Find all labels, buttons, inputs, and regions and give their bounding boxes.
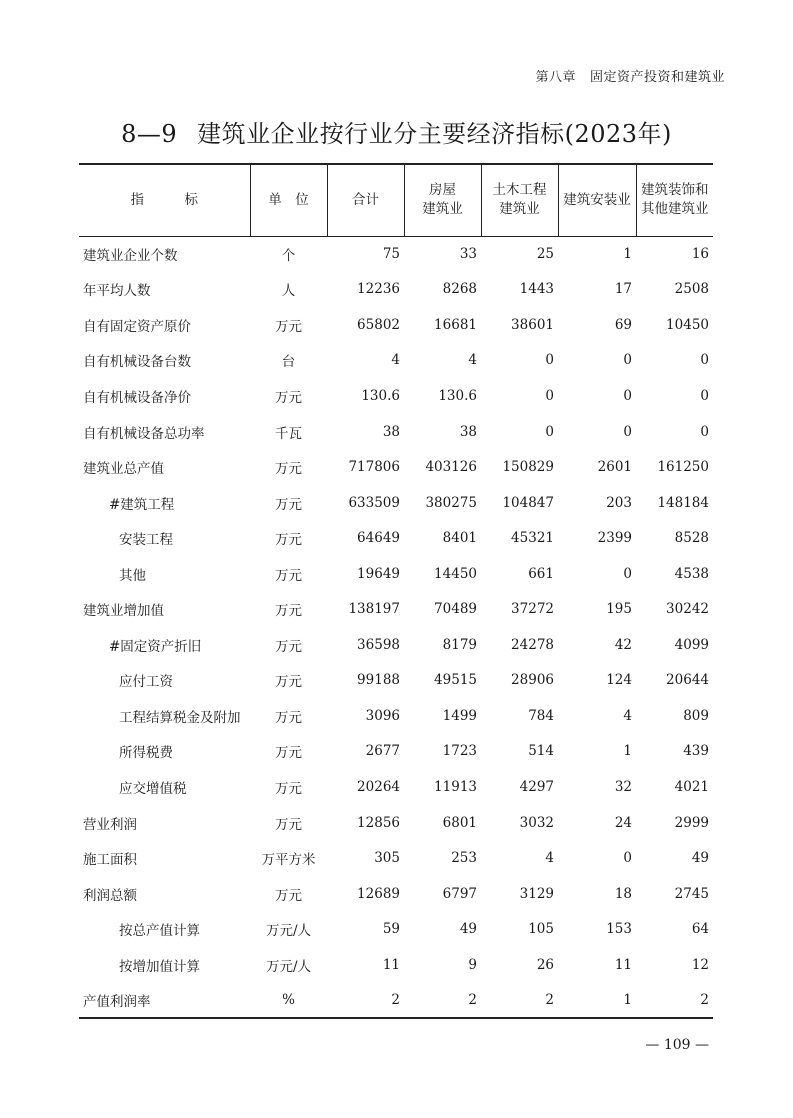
decor-value: 2: [700, 991, 709, 1008]
decor-value: 49: [691, 850, 709, 867]
install-value: 1: [623, 246, 632, 263]
civil-value: 45321: [511, 530, 554, 547]
total-value: 99188: [357, 672, 400, 689]
indicator-name: 施工面积: [83, 852, 137, 869]
indicator-name: 应交增值税: [119, 780, 187, 797]
decor-value: 148184: [657, 494, 709, 511]
table-row: [79, 556, 713, 592]
section-label: 固定资产投资和建筑业: [589, 70, 725, 85]
indicator-name: 建筑业总产值: [83, 461, 164, 478]
header-unit: 单 位: [250, 164, 327, 236]
header-total: 合计: [327, 164, 404, 236]
header-decor-line2: 其他建筑业: [641, 201, 709, 218]
unit-cell: 万元: [275, 638, 302, 655]
housing-value: 6797: [442, 885, 477, 902]
install-value: 153: [606, 921, 632, 938]
total-value: 59: [382, 921, 400, 938]
indicator-name: 其他: [119, 567, 146, 584]
table-row: [79, 911, 713, 947]
install-value: 0: [623, 352, 632, 369]
unit-cell: 万元: [275, 745, 302, 762]
civil-value: 104847: [502, 494, 554, 511]
indicator-name: 按增加值计算: [119, 958, 200, 975]
table-row: [79, 627, 713, 663]
unit-cell: 万元: [275, 780, 302, 797]
total-value: 2: [391, 991, 400, 1008]
decor-value: 0: [700, 387, 709, 404]
total-value: 633509: [348, 494, 400, 511]
decor-value: 8528: [674, 530, 709, 547]
table-body: [79, 236, 713, 1018]
housing-value: 1723: [442, 743, 477, 760]
header-civil-line2: 建筑业: [499, 201, 540, 218]
housing-value: 130.6: [438, 387, 477, 404]
housing-value: 70489: [434, 601, 477, 618]
indicator-name: 建筑业企业个数: [83, 248, 178, 265]
civil-value: 3032: [519, 814, 554, 831]
civil-value: 514: [528, 743, 554, 760]
civil-value: 28906: [511, 672, 554, 689]
housing-value: 380275: [425, 494, 477, 511]
unit-cell: 个: [281, 248, 296, 265]
civil-value: 0: [545, 387, 554, 404]
unit-cell: 万元: [275, 461, 302, 478]
table-row: [79, 840, 713, 876]
install-value: 0: [623, 850, 632, 867]
table-title-text: 建筑业企业按行业分主要经济指标(2023年): [197, 120, 672, 148]
total-value: 64649: [357, 530, 400, 547]
indicator-name: 自有机械设备总功率: [83, 425, 205, 442]
decor-value: 16: [691, 246, 709, 263]
total-value: 130.6: [361, 387, 400, 404]
unit-cell: 人: [281, 283, 296, 300]
install-value: 24: [614, 814, 632, 831]
header-civil-line1: 土木工程: [492, 182, 547, 199]
decor-value: 0: [700, 423, 709, 440]
decor-value: 4538: [674, 565, 709, 582]
civil-value: 0: [545, 423, 554, 440]
total-value: 717806: [348, 459, 400, 476]
indicator-name: 自有机械设备台数: [83, 354, 191, 371]
indicator-name: 工程结算税金及附加: [119, 709, 241, 726]
table-row: [79, 343, 713, 379]
table-row: [79, 520, 713, 556]
install-value: 17: [614, 281, 632, 298]
decor-value: 30242: [666, 601, 709, 618]
unit-cell: 万元/人: [265, 923, 312, 940]
table-row: [79, 734, 713, 770]
table-row: [79, 449, 713, 485]
civil-value: 2: [545, 991, 554, 1008]
housing-value: 2: [468, 991, 477, 1008]
header-housing-line1: 房屋: [429, 182, 456, 199]
decor-value: 10450: [666, 316, 709, 333]
housing-value: 8401: [442, 530, 477, 547]
civil-value: 4297: [519, 778, 554, 795]
table-row: [79, 414, 713, 450]
decor-value: 809: [683, 707, 709, 724]
indicator-name: 建筑业增加值: [83, 603, 164, 620]
civil-value: 3129: [519, 885, 554, 902]
install-value: 203: [606, 494, 632, 511]
table-row: [79, 591, 713, 627]
install-value: 0: [623, 387, 632, 404]
unit-cell: 万平方米: [261, 852, 316, 869]
total-value: 36598: [357, 636, 400, 653]
header-indicator: 指 标: [79, 164, 250, 236]
civil-value: 784: [528, 707, 554, 724]
civil-value: 25: [536, 246, 554, 263]
housing-value: 14450: [434, 565, 477, 582]
total-value: 11: [382, 956, 400, 973]
civil-value: 0: [545, 352, 554, 369]
indicator-name: #固定资产折旧: [109, 638, 202, 655]
civil-value: 661: [528, 565, 554, 582]
table-row: [79, 663, 713, 699]
housing-value: 1499: [442, 707, 477, 724]
indicator-name: 年平均人数: [83, 283, 151, 300]
housing-value: 49: [459, 921, 477, 938]
page-number: — 109 —: [645, 1037, 709, 1053]
total-value: 4: [391, 352, 400, 369]
table-row: [79, 947, 713, 983]
install-value: 32: [614, 778, 632, 795]
decor-value: 0: [700, 352, 709, 369]
install-value: 0: [623, 565, 632, 582]
indicator-name: 安装工程: [119, 532, 173, 549]
housing-value: 49515: [434, 672, 477, 689]
decor-value: 439: [683, 743, 709, 760]
civil-value: 38601: [511, 316, 554, 333]
total-value: 19649: [357, 565, 400, 582]
header-decor: [636, 164, 713, 236]
install-value: 2399: [597, 530, 632, 547]
total-value: 38: [382, 423, 400, 440]
total-value: 65802: [357, 316, 400, 333]
table-row: [79, 876, 713, 912]
install-value: 18: [614, 885, 632, 902]
indicator-name: 按总产值计算: [119, 923, 200, 940]
install-value: 11: [614, 956, 632, 973]
housing-value: 6801: [442, 814, 477, 831]
civil-value: 150829: [502, 459, 554, 476]
unit-cell: %: [282, 991, 295, 1008]
install-value: 124: [606, 672, 632, 689]
table-row: [79, 982, 713, 1018]
civil-value: 37272: [511, 601, 554, 618]
unit-cell: 万元: [275, 887, 302, 904]
total-value: 75: [382, 246, 400, 263]
unit-cell: 万元: [275, 816, 302, 833]
indicators-table: [79, 163, 713, 1019]
civil-value: 24278: [511, 636, 554, 653]
table-number: 8—9: [121, 120, 178, 148]
housing-value: 8268: [442, 281, 477, 298]
table-row: [79, 236, 713, 272]
housing-value: 16681: [434, 316, 477, 333]
total-value: 3096: [365, 707, 400, 724]
housing-value: 8179: [442, 636, 477, 653]
housing-value: 9: [468, 956, 477, 973]
decor-value: 2508: [674, 281, 709, 298]
total-value: 138197: [348, 601, 400, 618]
install-value: 2601: [597, 459, 632, 476]
decor-value: 20644: [666, 672, 709, 689]
unit-cell: 万元: [275, 567, 302, 584]
header-housing-line2: 建筑业: [422, 201, 463, 218]
decor-value: 2999: [674, 814, 709, 831]
indicator-name: 利润总额: [83, 887, 137, 904]
unit-cell: 万元/人: [265, 958, 312, 975]
indicator-name: #建筑工程: [109, 496, 175, 513]
chapter-label: 第八章: [535, 70, 576, 85]
decor-value: 4099: [674, 636, 709, 653]
unit-cell: 万元: [275, 389, 302, 406]
indicator-name: 应付工资: [119, 674, 173, 691]
table-row: [79, 698, 713, 734]
table-row: [79, 769, 713, 805]
decor-value: 64: [691, 921, 709, 938]
decor-value: 4021: [674, 778, 709, 795]
table-row: [79, 307, 713, 343]
decor-value: 12: [691, 956, 709, 973]
install-value: 1: [623, 991, 632, 1008]
header-housing: [404, 164, 481, 236]
civil-value: 26: [536, 956, 554, 973]
table-header: [79, 164, 713, 236]
table-row: [79, 378, 713, 414]
indicator-name: 自有机械设备净价: [83, 389, 191, 406]
housing-value: 11913: [434, 778, 477, 795]
table-title: [0, 114, 793, 149]
header-civil: [481, 164, 558, 236]
indicator-name: 营业利润: [83, 816, 137, 833]
install-value: 42: [614, 636, 632, 653]
unit-cell: 台: [281, 354, 296, 371]
unit-cell: 万元: [275, 318, 302, 335]
header-decor-line1: 建筑装饰和: [641, 182, 709, 199]
indicator-name: 自有固定资产原价: [83, 318, 191, 335]
indicator-name: 所得税费: [119, 745, 173, 762]
civil-value: 1443: [519, 281, 554, 298]
housing-value: 33: [459, 246, 477, 263]
unit-cell: 万元: [275, 603, 302, 620]
total-value: 2677: [365, 743, 400, 760]
indicator-name: 产值利润率: [83, 993, 151, 1010]
table-row: [79, 272, 713, 308]
unit-cell: 万元: [275, 709, 302, 726]
table-row: [79, 485, 713, 521]
housing-value: 253: [451, 850, 477, 867]
total-value: 20264: [357, 778, 400, 795]
civil-value: 4: [545, 850, 554, 867]
housing-value: 403126: [425, 459, 477, 476]
unit-cell: 万元: [275, 532, 302, 549]
total-value: 12856: [357, 814, 400, 831]
decor-value: 161250: [657, 459, 709, 476]
total-value: 305: [374, 850, 400, 867]
total-value: 12236: [357, 281, 400, 298]
running-header: [535, 66, 725, 85]
header-install: 建筑安装业: [558, 164, 636, 236]
total-value: 12689: [357, 885, 400, 902]
unit-cell: 千瓦: [275, 425, 302, 442]
install-value: 195: [606, 601, 632, 618]
civil-value: 105: [528, 921, 554, 938]
unit-cell: 万元: [275, 674, 302, 691]
install-value: 1: [623, 743, 632, 760]
unit-cell: 万元: [275, 496, 302, 513]
install-value: 4: [623, 707, 632, 724]
install-value: 69: [614, 316, 632, 333]
housing-value: 38: [459, 423, 477, 440]
housing-value: 4: [468, 352, 477, 369]
install-value: 0: [623, 423, 632, 440]
table-row: [79, 805, 713, 841]
decor-value: 2745: [674, 885, 709, 902]
